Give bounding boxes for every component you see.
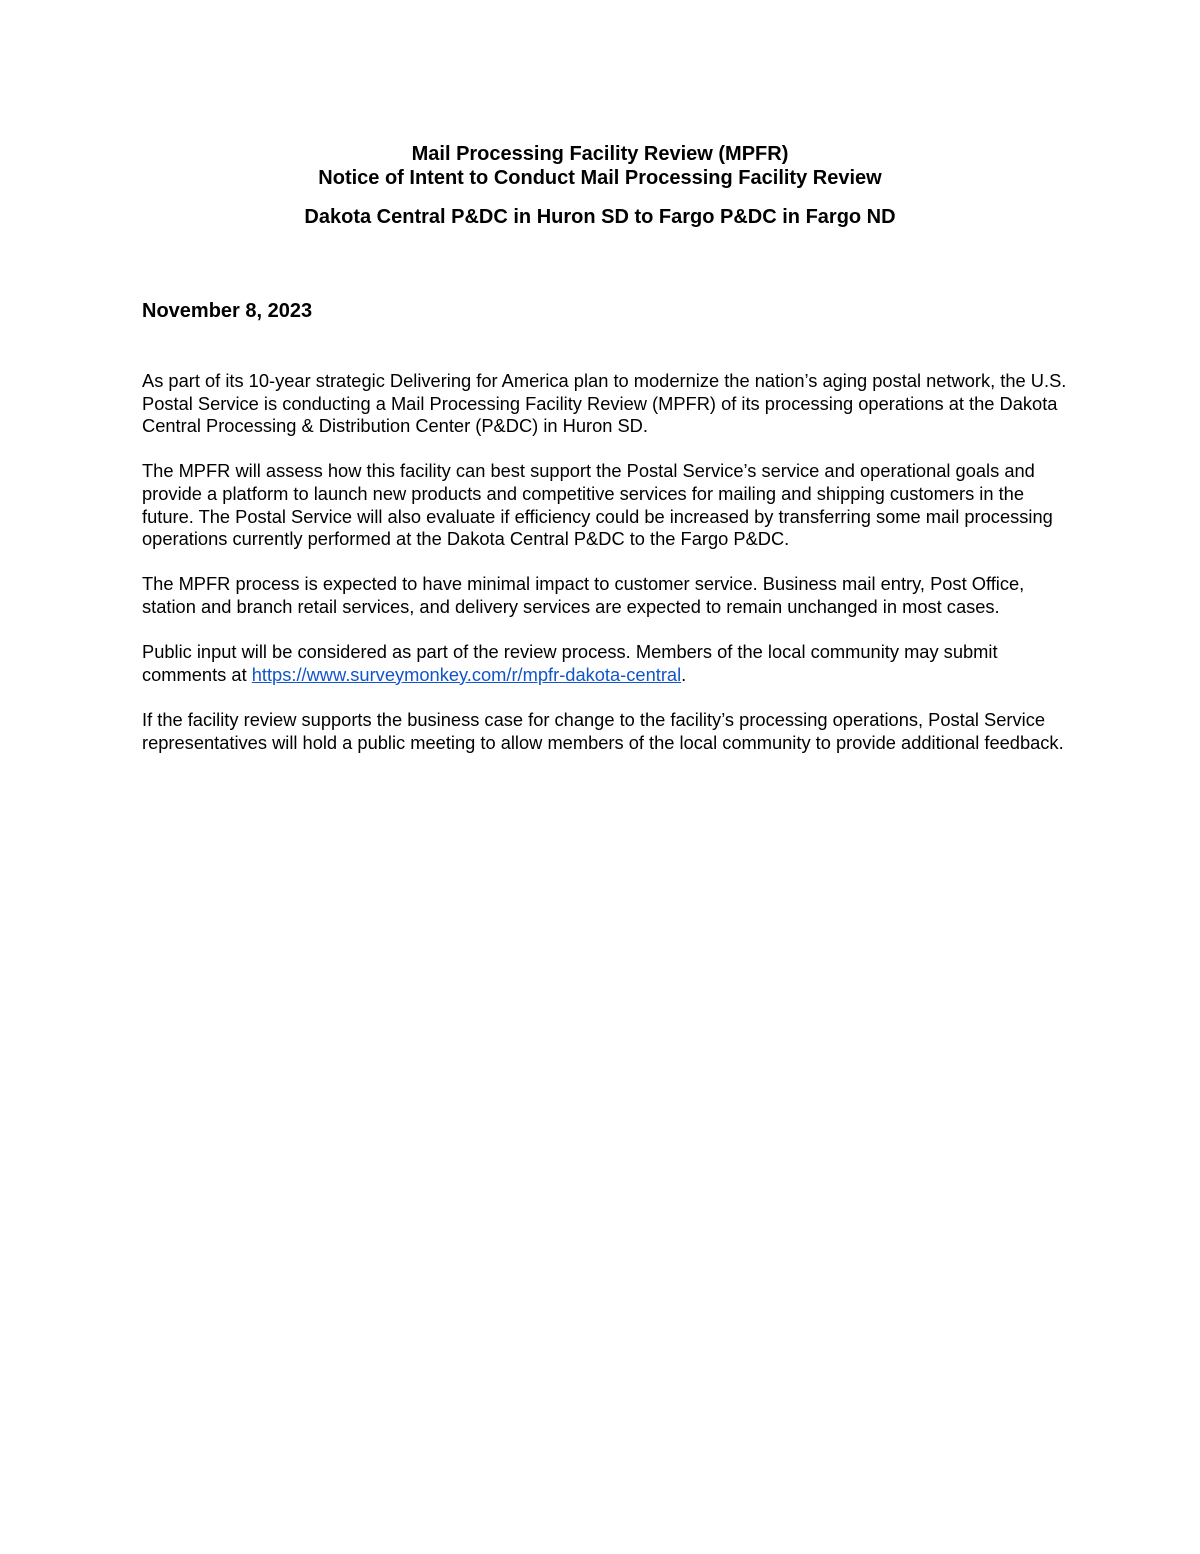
- paragraph-intro: As part of its 10-year strategic Delivering for America plan to modernize the nation’s aging postal network, the U.S. Postal Service is conducting a Mail Processing Facility Review (MPFR) of its processing operations at the Dakota Central Processing & Distribution Center (P&DC) in Huron SD.: [142, 370, 1067, 437]
- document-date: November 8, 2023: [142, 300, 313, 322]
- document-body: [142, 370, 1072, 777]
- document-subtitle: Dakota Central P&DC in Huron SD to Fargo P&DC in Fargo ND: [304, 206, 896, 228]
- survey-link[interactable]: https://www.surveymonkey.com/r/mpfr-dakota-central: [251, 663, 682, 685]
- paragraph-public-meeting: If the facility review supports the business case for change to the facility’s processing operations, Postal Service representatives will hold a public meeting to allow members of the local community to provide additional feedback.: [142, 708, 1064, 753]
- public-input-text: Public input will be considered as part of the review process. Members of the local community may submit comments at: [142, 641, 998, 685]
- title-block: [142, 142, 1058, 229]
- document-title-line-2: Notice of Intent to Conduct Mail Processing Facility Review: [318, 167, 882, 189]
- paragraph-assessment: The MPFR will assess how this facility can best support the Postal Service’s service and operational goals and provide a platform to launch new products and competitive services for mailing and shipping customers in the future. The Postal Service will also evaluate if efficiency could be increased by transferring some mail processing operations currently performed at the Dakota Central P&DC to the Fargo P&DC.: [142, 460, 1053, 550]
- paragraph-impact: The MPFR process is expected to have minimal impact to customer service. Business mail entry, Post Office, station and branch retail services, and delivery services are expected to remain unchanged in most cases.: [142, 573, 1025, 617]
- document-title: Mail Processing Facility Review (MPFR): [411, 143, 789, 165]
- public-input-period: .: [681, 663, 687, 685]
- paragraph-public-input: [142, 641, 1072, 686]
